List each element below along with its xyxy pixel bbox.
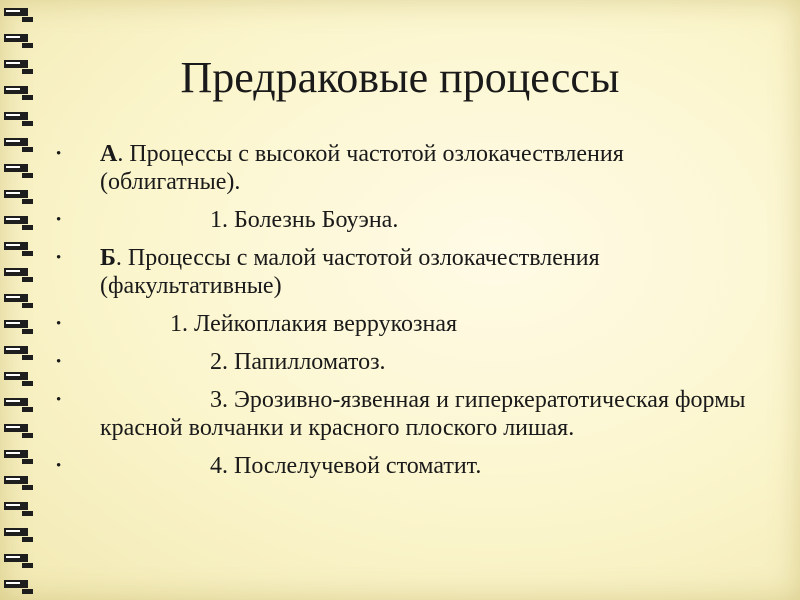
list-item bbox=[0, 206, 800, 234]
item-text bbox=[100, 244, 770, 300]
bullet-dot: • bbox=[56, 250, 62, 266]
item-body: . Процессы с малой частотой озлокачествления (факультативные) bbox=[100, 245, 600, 299]
item-text bbox=[100, 452, 770, 480]
list-item bbox=[0, 244, 800, 300]
spiral-ring bbox=[4, 34, 33, 48]
item-lead: Б bbox=[100, 245, 116, 271]
list-item bbox=[0, 140, 800, 196]
item-body: . Процессы с высокой частотой озлокачествления (облигатные). bbox=[100, 141, 624, 195]
bullet-dot: • bbox=[56, 212, 62, 228]
item-text bbox=[100, 348, 770, 376]
list-item bbox=[0, 348, 800, 376]
list-item bbox=[0, 386, 800, 442]
spiral-ring bbox=[4, 8, 33, 22]
item-text bbox=[100, 310, 770, 338]
spiral-ring bbox=[4, 502, 33, 516]
bullet-dot: • bbox=[56, 146, 62, 162]
item-text bbox=[100, 386, 770, 442]
item-lead: А bbox=[100, 141, 118, 167]
item-text bbox=[100, 140, 770, 196]
item-body: 1. Лейкоплакия веррукозная bbox=[170, 311, 458, 337]
slide-title: Предраковые процессы bbox=[180, 53, 620, 102]
spiral-ring bbox=[4, 554, 33, 568]
bullet-list bbox=[0, 140, 800, 490]
spiral-ring bbox=[4, 580, 33, 594]
item-body: 1. Болезнь Боуэна. bbox=[210, 207, 399, 233]
spiral-ring bbox=[4, 112, 33, 126]
item-body: 3. Эрозивно-язвенная и гиперкератотическая формы красной волчанки и красного плоского лишая. bbox=[100, 387, 746, 441]
item-text bbox=[100, 206, 770, 234]
bullet-dot: • bbox=[56, 354, 62, 370]
spiral-ring bbox=[4, 528, 33, 542]
bullet-dot: • bbox=[56, 392, 62, 408]
bullet-dot: • bbox=[56, 316, 62, 332]
item-body: 4. Послелучевой стоматит. bbox=[210, 453, 482, 479]
list-item bbox=[0, 310, 800, 338]
bullet-dot: • bbox=[56, 458, 62, 474]
list-item bbox=[0, 452, 800, 480]
item-body: 2. Папилломатоз. bbox=[210, 349, 386, 375]
